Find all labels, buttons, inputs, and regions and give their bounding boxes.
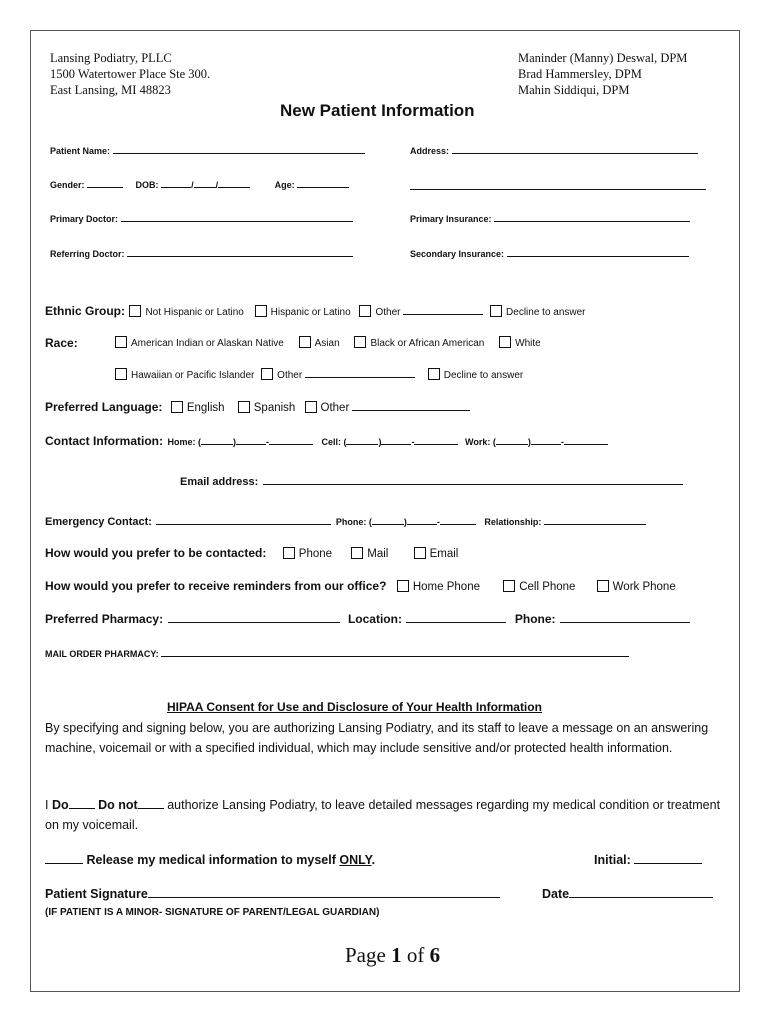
- not-hispanic-checkbox[interactable]: [129, 305, 141, 317]
- language-other-label: Other: [320, 402, 350, 414]
- work-prefix-field[interactable]: [531, 434, 561, 445]
- black-label: Black or African American: [370, 338, 485, 349]
- ethnic-other-field[interactable]: [403, 304, 483, 315]
- reminder-home-label: Home Phone: [412, 581, 480, 593]
- pharmacy-row: [45, 610, 690, 628]
- hispanic-label: Hispanic or Latino: [270, 307, 351, 318]
- gender-field[interactable]: [87, 177, 123, 188]
- minor-note: (IF PATIENT IS A MINOR- SIGNATURE OF PARENT/LEGAL GUARDIAN): [45, 907, 380, 918]
- page-total: 6: [429, 943, 441, 967]
- contact-mail-label: Mail: [367, 548, 389, 560]
- doctor-1: Maninder (Manny) Deswal, DPM: [518, 51, 688, 65]
- gender-row: [50, 177, 349, 190]
- paren: ): [527, 437, 531, 447]
- relationship-label: Relationship:: [484, 517, 542, 527]
- practice-city: East Lansing, MI 48823: [50, 83, 171, 97]
- reminder-work-checkbox[interactable]: [597, 580, 609, 592]
- date-row: [542, 887, 713, 901]
- doctor-2: Brad Hammersley, DPM: [518, 67, 642, 81]
- race-label: Race:: [45, 336, 78, 350]
- do-field[interactable]: [69, 798, 95, 809]
- language-label: Preferred Language:: [45, 400, 163, 414]
- dob-label: DOB:: [135, 180, 159, 190]
- ethnic-other-label: Other: [375, 307, 401, 318]
- prefer-contact-row: [45, 544, 458, 562]
- hipaa-title: HIPAA Consent for Use and Disclosure of Your Health Information: [167, 700, 542, 714]
- pharmacy-location-field[interactable]: [406, 612, 506, 623]
- language-other-checkbox[interactable]: [305, 401, 317, 413]
- secondary-insurance-field[interactable]: [507, 246, 689, 257]
- ethnic-decline-label: Decline to answer: [506, 307, 586, 318]
- home-phone-label: Home: (: [167, 437, 201, 447]
- do-not-field[interactable]: [138, 798, 164, 809]
- dob-day-field[interactable]: [194, 177, 216, 188]
- contact-mail-checkbox[interactable]: [351, 547, 363, 559]
- date-label: Date: [542, 887, 570, 901]
- spanish-checkbox[interactable]: [238, 401, 250, 413]
- age-field[interactable]: [297, 177, 349, 188]
- ethnic-group-colon: :: [121, 304, 125, 318]
- american-indian-label: American Indian or Alaskan Native: [131, 338, 284, 349]
- dash: -: [560, 437, 564, 447]
- initial-row: [594, 853, 702, 867]
- contact-row: [45, 432, 608, 450]
- address-field-2[interactable]: [410, 179, 706, 190]
- ethnic-group-row: [45, 302, 586, 320]
- reminder-cell-checkbox[interactable]: [503, 580, 515, 592]
- emergency-label: Emergency Contact:: [45, 516, 152, 528]
- referring-doctor-row: [50, 246, 353, 259]
- doctor-3: Mahin Siddiqui, DPM: [518, 83, 630, 97]
- patient-name-row: [50, 143, 365, 156]
- spanish-label: Spanish: [253, 402, 296, 414]
- do-not-label: Do not: [98, 798, 138, 812]
- page-border: [30, 30, 740, 992]
- email-row: [180, 472, 683, 490]
- page-word: Page: [345, 943, 386, 967]
- release-row: [45, 853, 375, 867]
- date-field[interactable]: [569, 887, 713, 898]
- mail-order-row: [45, 646, 629, 659]
- paren: ): [378, 437, 382, 447]
- dob-month-field[interactable]: [161, 177, 191, 188]
- cell-number-field[interactable]: [414, 434, 458, 445]
- emergency-phone-label: Phone: (: [335, 517, 372, 527]
- race-other-checkbox[interactable]: [261, 368, 273, 380]
- address-label: Address:: [410, 146, 450, 156]
- contact-phone-checkbox[interactable]: [283, 547, 295, 559]
- contact-phone-label: Phone: [298, 548, 333, 560]
- referring-doctor-field[interactable]: [127, 246, 353, 257]
- language-other-field[interactable]: [352, 400, 470, 411]
- address-row: [410, 143, 698, 156]
- ethnic-group-label: Ethnic Group: [45, 304, 121, 318]
- practice-street: 1500 Watertower Place Ste 300.: [50, 67, 211, 81]
- gender-label: Gender:: [50, 180, 85, 190]
- release-field[interactable]: [45, 853, 83, 864]
- hipaa-paragraph: By specifying and signing below, you are authorizing Lansing Podiatry, and its staff to leave a message on an answering machine, voicemail or with a specified individual, which may include sensitive and/or protected health information.: [45, 721, 709, 755]
- race-row-2: [115, 367, 523, 381]
- language-row: [45, 398, 470, 416]
- initial-field[interactable]: [634, 853, 702, 864]
- race-row-1: [115, 336, 541, 349]
- dob-separator: /: [191, 180, 194, 190]
- hispanic-checkbox[interactable]: [255, 305, 267, 317]
- referring-doctor-label: Referring Doctor:: [50, 249, 125, 259]
- mail-order-label: MAIL ORDER PHARMACY:: [45, 649, 159, 659]
- page-current: 1: [391, 943, 402, 967]
- race-decline-checkbox[interactable]: [428, 368, 440, 380]
- white-checkbox[interactable]: [499, 336, 511, 348]
- secondary-insurance-label: Secondary Insurance:: [410, 249, 505, 259]
- primary-insurance-label: Primary Insurance:: [410, 214, 492, 224]
- of-word: of: [406, 943, 425, 967]
- email-label: Email address:: [180, 476, 259, 488]
- do-label: Do: [51, 798, 69, 812]
- release-text: Release my medical information to myself: [86, 853, 336, 867]
- contact-email-checkbox[interactable]: [414, 547, 426, 559]
- work-number-field[interactable]: [564, 434, 608, 445]
- cell-area-field[interactable]: [346, 434, 378, 445]
- cell-prefix-field[interactable]: [381, 434, 411, 445]
- reminder-cell-label: Cell Phone: [519, 581, 576, 593]
- english-checkbox[interactable]: [171, 401, 183, 413]
- hawaiian-checkbox[interactable]: [115, 368, 127, 380]
- emergency-area-field[interactable]: [372, 514, 404, 525]
- i-word: I: [45, 798, 49, 812]
- age-label: Age:: [274, 180, 295, 190]
- ethnic-other-checkbox[interactable]: [359, 305, 371, 317]
- not-hispanic-label: Not Hispanic or Latino: [145, 307, 244, 318]
- hawaiian-label: Hawaiian or Pacific Islander: [131, 370, 255, 381]
- emergency-prefix-field[interactable]: [407, 514, 437, 525]
- pharmacy-phone-field[interactable]: [560, 612, 690, 623]
- reminders-row: [45, 577, 676, 595]
- primary-doctor-row: [50, 211, 353, 224]
- asian-label: Asian: [314, 338, 340, 349]
- dash: -: [436, 517, 440, 527]
- signature-label: Patient Signature: [45, 887, 148, 901]
- relationship-field[interactable]: [544, 514, 646, 525]
- dash: -: [411, 437, 415, 447]
- reminder-work-label: Work Phone: [612, 581, 676, 593]
- dob-separator: /: [215, 180, 219, 190]
- email-field[interactable]: [263, 474, 683, 485]
- pharmacy-location-label: Location:: [347, 612, 402, 626]
- emergency-name-field[interactable]: [156, 514, 331, 525]
- american-indian-checkbox[interactable]: [115, 336, 127, 348]
- home-number-field[interactable]: [269, 434, 313, 445]
- race-other-label: Other: [277, 370, 303, 381]
- work-area-field[interactable]: [496, 434, 528, 445]
- emergency-number-field[interactable]: [440, 514, 476, 525]
- only-text: ONLY: [339, 853, 372, 867]
- ethnic-decline-checkbox[interactable]: [490, 305, 502, 317]
- race-other-field[interactable]: [305, 367, 415, 378]
- primary-insurance-row: [410, 211, 690, 224]
- mail-order-field[interactable]: [161, 646, 629, 657]
- dob-year-field[interactable]: [215, 177, 250, 190]
- home-prefix-field[interactable]: [236, 434, 266, 445]
- contact-label: Contact Information:: [45, 434, 163, 448]
- dash: -: [265, 437, 269, 447]
- primary-doctor-label: Primary Doctor:: [50, 214, 119, 224]
- home-area-field[interactable]: [201, 434, 233, 445]
- address-line-2: [410, 177, 706, 195]
- white-label: White: [515, 338, 541, 349]
- signature-row: [45, 887, 500, 901]
- paren: ): [403, 517, 407, 527]
- cell-phone-label: Cell: (: [321, 437, 347, 447]
- race-decline-label: Decline to answer: [443, 370, 524, 381]
- paren: ): [232, 437, 236, 447]
- practice-info: [50, 50, 210, 98]
- prefer-contact-label: How would you prefer to be contacted:: [45, 546, 267, 560]
- practice-name: Lansing Podiatry, PLLC: [50, 51, 172, 65]
- pharmacy-field[interactable]: [168, 612, 340, 623]
- authorize-paragraph: [45, 795, 725, 835]
- contact-email-label: Email: [429, 548, 459, 560]
- primary-insurance-field[interactable]: [494, 211, 690, 222]
- work-phone-label: Work: (: [465, 437, 496, 447]
- address-field[interactable]: [452, 143, 698, 154]
- reminder-home-checkbox[interactable]: [397, 580, 409, 592]
- page-number: [345, 943, 440, 968]
- patient-name-field[interactable]: [113, 143, 365, 154]
- secondary-insurance-row: [410, 246, 689, 259]
- primary-doctor-field[interactable]: [121, 211, 353, 222]
- english-label: English: [186, 402, 225, 414]
- initial-label: Initial:: [594, 853, 631, 867]
- asian-checkbox[interactable]: [299, 336, 311, 348]
- release-period: .: [371, 853, 376, 867]
- black-checkbox[interactable]: [354, 336, 366, 348]
- emergency-row: [45, 512, 646, 530]
- patient-name-label: Patient Name:: [50, 146, 111, 156]
- reminders-label: How would you prefer to receive reminders from our office?: [45, 579, 387, 593]
- page-title: New Patient Information: [280, 101, 475, 120]
- pharmacy-phone-label: Phone:: [514, 612, 556, 626]
- pharmacy-label: Preferred Pharmacy:: [45, 612, 164, 626]
- authorize-text: authorize Lansing Podiatry, to leave detailed messages regarding my medical condition or treatment on my voicemail.: [45, 798, 721, 832]
- signature-field[interactable]: [148, 887, 500, 898]
- doctors-list: [518, 50, 687, 98]
